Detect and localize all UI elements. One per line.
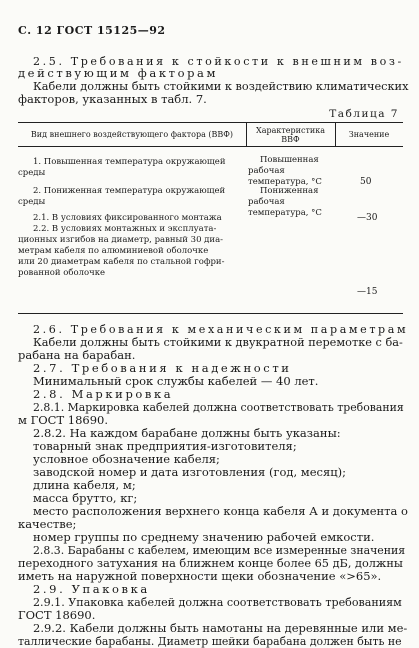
- section-2-8-2-line6: масса брутто, кг;: [33, 491, 138, 505]
- table-value-row1: 50: [360, 177, 372, 187]
- section-2-8-3-line3: иметь на наружной поверхности щеки обозначение «>65».: [18, 569, 382, 583]
- section-2-8-3-line1: 2.8.3. Барабаны с кабелем, имеющим все измеренные значения: [33, 544, 406, 557]
- table-row2-line1: 2. Пониженная температура окружающей: [33, 186, 226, 196]
- section-2-6-title: 2.6. Требования к механическим параметрам: [33, 323, 409, 336]
- section-2-9-2-line1: 2.9.2. Кабели должны быть намотаны на деревянные или ме-: [33, 621, 408, 635]
- table-row22-line2: ционных изгибов на диаметр, равный 30 диа-: [18, 235, 224, 245]
- table-row1-line2: среды: [18, 168, 46, 178]
- section-2-9-1-line1: 2.9.1. Упаковка кабелей должна соответствовать требованиям: [33, 596, 402, 609]
- section-2-5-title-line1: 2.5. Требования к стойкости к внешним воз-: [33, 55, 404, 68]
- section-2-8-3-line2: переходного затухания на ближнем конце более 65 дБ, должны: [18, 557, 403, 570]
- table-header-factor: Вид внешнего воздействующего фактора (ВВФ): [30, 130, 234, 139]
- section-2-8-2-line7: место расположения верхнего конца кабеля А и документа о: [33, 504, 408, 518]
- section-2-5-title-line2: действующим факторам: [18, 66, 219, 80]
- section-2-8-1-line1: 2.8.1. Маркировка кабелей должна соответствовать требования: [33, 401, 404, 414]
- section-2-8-1-line2: м ГОСТ 18690.: [18, 413, 109, 427]
- table-top-rule: [18, 122, 403, 123]
- section-2-8-2-line4: заводской номер и дата изготовления (год, месяц);: [33, 465, 346, 479]
- section-2-8-2-line5: длина кабеля, м;: [33, 478, 136, 492]
- table-row21: 2.1. В условиях фиксированного монтажа: [33, 213, 222, 223]
- section-2-9-2-line2: таллические барабаны. Диаметр шейки барабана должен быть не: [18, 635, 402, 648]
- table-caption: Таблица 7: [329, 108, 399, 120]
- section-2-8-2-line2: товарный знак предприятия-изготовителя;: [33, 439, 297, 453]
- section-2-5-text-line2: факторов, указанных в табл. 7.: [18, 92, 207, 106]
- section-2-7-title: 2.7. Требования к надежности: [33, 361, 292, 375]
- table-value-row21: —30: [357, 213, 378, 223]
- table-char2-line2: рабочая: [248, 197, 285, 207]
- section-2-8-2-line1: 2.8.2. На каждом барабане должны быть указаны:: [33, 426, 341, 440]
- section-2-6-text-line2: рабана на барабан.: [18, 348, 136, 362]
- table-char2-line3: температура, °С: [248, 208, 322, 218]
- section-2-5-text-line1: Кабели должны быть стойкими к воздействию климатических: [33, 80, 409, 93]
- section-2-8-2-line8: качестве;: [18, 517, 77, 531]
- table-value-row22: —15: [357, 287, 378, 297]
- table-header-rule: [18, 146, 403, 147]
- section-2-8-2-line3: условное обозначение кабеля;: [33, 452, 220, 466]
- section-2-8-title: 2.8. Маркировка: [33, 387, 174, 401]
- table-row22-line1: 2.2. В условиях монтажных и эксплуата-: [33, 224, 217, 234]
- table-char1-line2: рабочая: [248, 166, 285, 176]
- table-header-characteristic: Характеристика ВВФ: [256, 126, 325, 144]
- table-row1-line1: 1. Повышенная температура окружающей: [33, 157, 226, 167]
- table-row22-line3: метрам кабеля по алюминиевой оболочке: [18, 246, 209, 256]
- section-2-9-1-line2: ГОСТ 18690.: [18, 608, 96, 622]
- section-2-7-text: Минимальный срок службы кабелей — 40 лет.: [33, 374, 319, 388]
- table-row2-line2: среды: [18, 197, 46, 207]
- table-row22-line5: рованной оболочке: [18, 268, 106, 278]
- table-header-value: Значение: [348, 130, 390, 139]
- table-char2-line1: Пониженная: [260, 186, 319, 196]
- table-row22-line4: или 20 диаметрам кабеля по стальной гофри-: [18, 257, 225, 267]
- table-char1-line3: температура, °С: [248, 177, 322, 187]
- section-2-6-text-line1: Кабели должны быть стойкими к двукратной перемотке с ба-: [33, 336, 403, 349]
- page-header: С. 12 ГОСТ 15125—92: [18, 24, 166, 37]
- section-2-8-2-line9: номер группы по среднему значению рабочей емкости.: [33, 530, 375, 544]
- table-bottom-rule: [18, 313, 403, 314]
- section-2-9-title: 2.9. Упаковка: [33, 582, 150, 596]
- table-char1-line1: Повышенная: [260, 155, 319, 165]
